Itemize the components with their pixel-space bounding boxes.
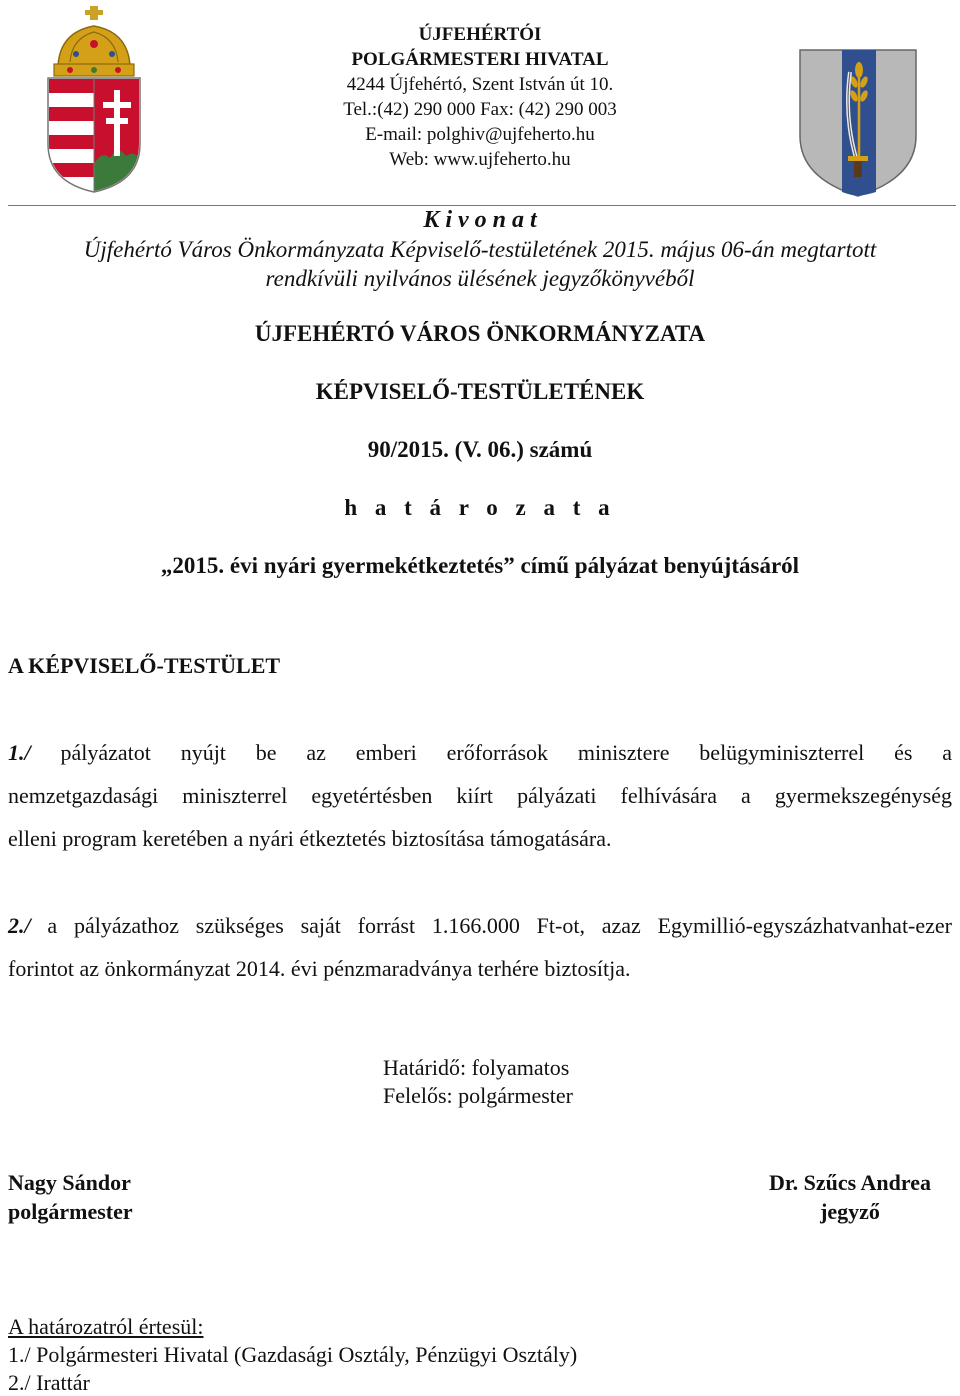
paragraph-2-number: 2./	[8, 913, 31, 938]
assembly-heading: A KÉPVISELŐ-TESTÜLET	[8, 653, 281, 678]
notify-item-1: 1./ Polgármesteri Hivatal (Gazdasági Osztály, Pénzügyi Osztály)	[8, 1342, 578, 1367]
org-name-line1: ÚJFEHÉRTÓI	[418, 24, 542, 45]
hungarian-coat-of-arms-icon	[40, 4, 148, 194]
header-divider	[8, 205, 956, 206]
org-address: 4244 Újfehértó, Szent István út 10.	[346, 74, 614, 95]
extract-label: K i v o n a t	[423, 207, 537, 233]
resolution-subject: „2015. évi nyári gyermekétkeztetés” című pályázat benyújtásáról	[160, 553, 800, 578]
paragraph-2-text1: a pályázathoz szükséges saját forrást 1.166.000 Ft-ot, azaz Egymillió-egyszázhatvanhat-ezer	[47, 913, 953, 938]
resolution-body-line1: ÚJFEHÉRTÓ VÁROS ÖNKORMÁNYZATA	[254, 321, 706, 346]
signature-left-name: Nagy Sándor	[8, 1170, 131, 1195]
resolution-word: h a t á r o z a t a	[344, 495, 616, 520]
paragraph-1-line3: elleni program keretében a nyári étkeztetés biztosítása támogatására.	[8, 826, 612, 851]
notify-heading: A határozatról értesül:	[8, 1314, 204, 1339]
signature-left-title: polgármester	[8, 1199, 133, 1224]
paragraph-1	[8, 731, 952, 860]
paragraph-2	[8, 904, 952, 990]
resolution-number: 90/2015. (V. 06.) számú	[367, 437, 593, 462]
resolution-body-line2: KÉPVISELŐ-TESTÜLETÉNEK	[315, 379, 645, 404]
town-coat-of-arms-icon	[796, 46, 920, 200]
extract-line2: rendkívüli nyilvános ülésének jegyzőkönyvéből	[265, 266, 695, 291]
deadline-text: Határidő: folyamatos	[383, 1055, 570, 1080]
org-email: E-mail: polghiv@ujfeherto.hu	[365, 124, 595, 145]
paragraph-1-number: 1./	[8, 740, 31, 765]
paragraph-2-line2: forintot az önkormányzat 2014. évi pénzmaradványa terhére biztosítja.	[8, 956, 631, 981]
paragraph-1-line2: nemzetgazdasági miniszterrel egyetértésben kiírt pályázati felhívására a gyermekszegénység	[8, 783, 952, 808]
extract-line1: Újfehértó Város Önkormányzata Képviselő-testületének 2015. május 06-án megtartott	[83, 237, 877, 262]
responsible-text: Felelős: polgármester	[383, 1083, 574, 1108]
paragraph-1-text1: pályázatot nyújt be az emberi erőforrások minisztere belügyminiszterrel és a	[60, 740, 953, 765]
notify-item-2: 2./ Irattár	[8, 1370, 90, 1395]
paragraph-1-line1	[8, 731, 952, 774]
org-name-line2: POLGÁRMESTERI HIVATAL	[351, 49, 609, 70]
org-phone-fax: Tel.:(42) 290 000 Fax: (42) 290 003	[343, 99, 617, 120]
paragraph-2-line1	[8, 904, 952, 947]
org-web: Web: www.ujfeherto.hu	[389, 149, 571, 170]
signature-right-name: Dr. Szűcs Andrea	[769, 1170, 931, 1195]
signature-right-title: jegyző	[820, 1199, 880, 1224]
